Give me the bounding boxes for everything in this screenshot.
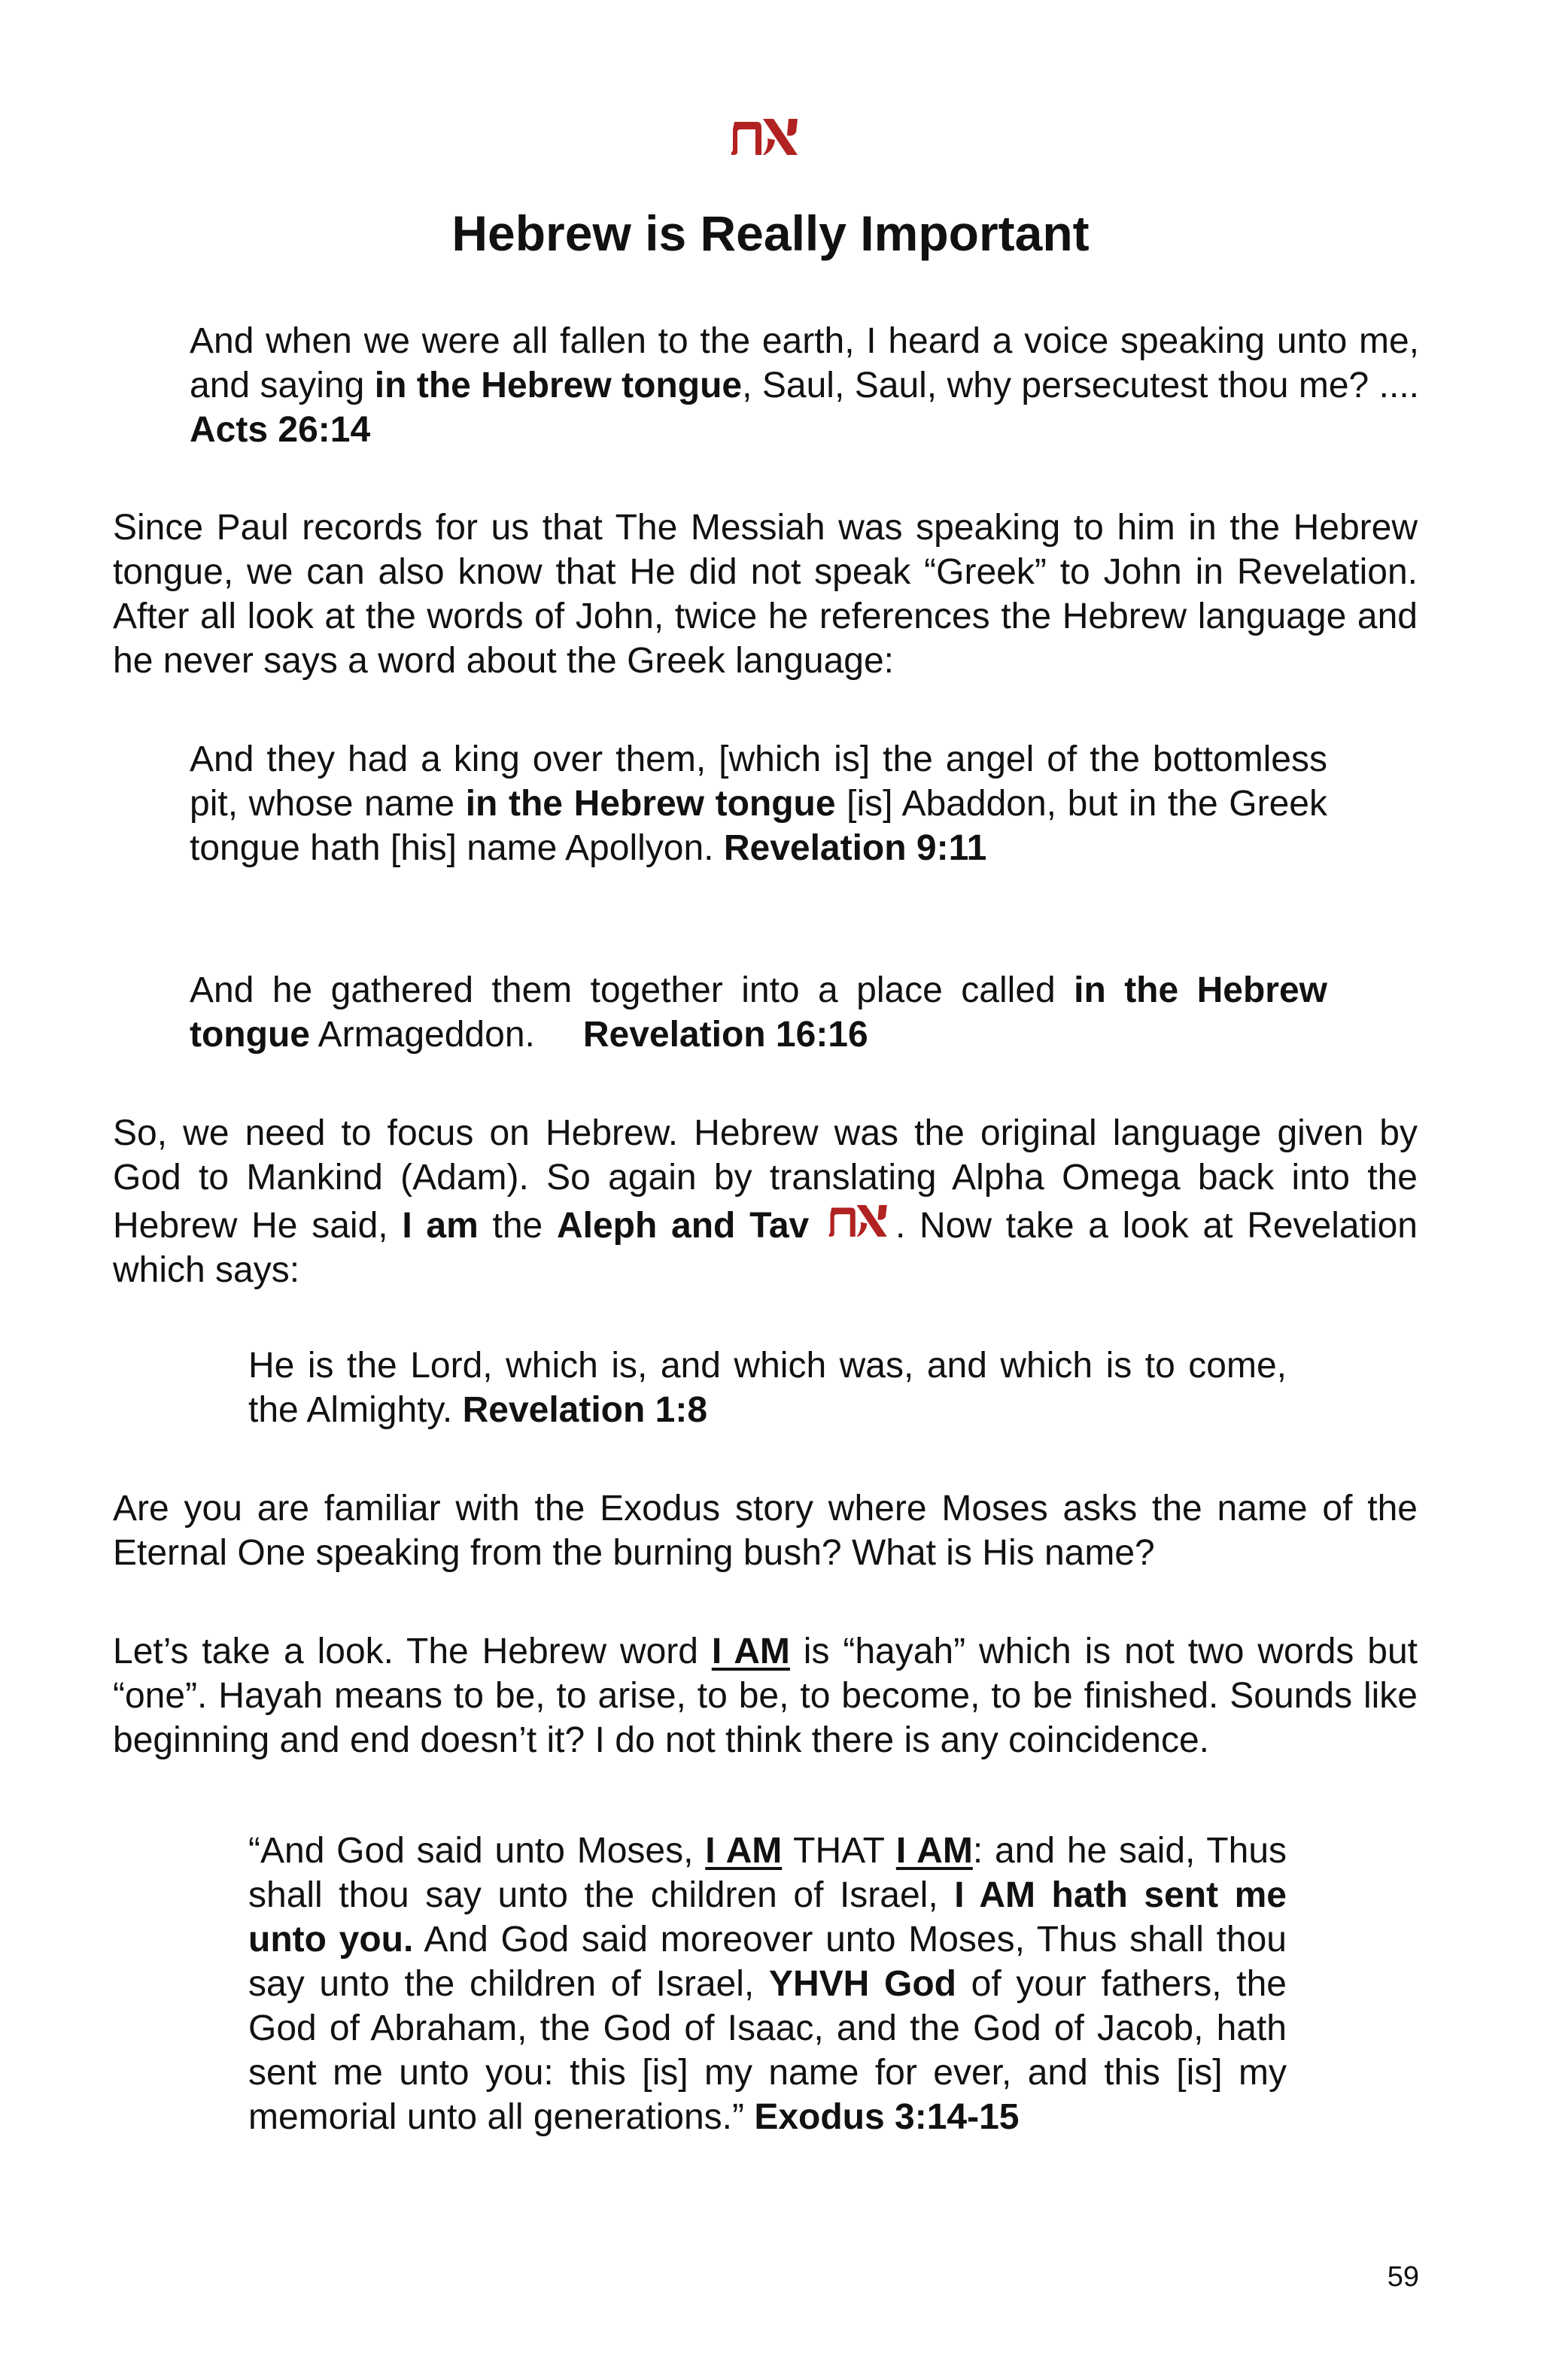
body-text: the (478, 1206, 557, 1246)
quote-emphasis: in the Hebrew tongue (190, 970, 1328, 1055)
quote-emphasis: I AM (705, 1831, 783, 1871)
quote-exodus-3-14-15 (248, 1829, 1287, 2139)
body-paragraph (113, 1111, 1418, 1292)
quote-emphasis: I AM (895, 1831, 973, 1871)
page-title: Hebrew is Really Important (451, 205, 1090, 261)
body-emphasis: I AM (711, 1632, 790, 1671)
scripture-reference: Revelation 1:8 (462, 1390, 708, 1430)
scripture-reference: Acts 26:14 (190, 410, 371, 450)
quote-text: And when we were all fallen to the earth, I heard a voice speaking unto me, and saying (190, 321, 1419, 405)
quote-text: He is the Lord, which is, and which was, and which is to come, the Almighty. (248, 1346, 1287, 1430)
quote-text: And he gathered them together into a place called (190, 970, 1074, 1010)
quote-revelation-9-11 (190, 737, 1327, 870)
body-paragraph: Since Paul records for us that The Messiah was speaking to him in the Hebrew tongue, we can also know that He did not speak “Greek” to John in Revelation. After all look at the words of John, twice he references the Hebrew language and he never says a word about the Greek language: (113, 508, 1418, 681)
scripture-reference: Revelation 16:16 (582, 1015, 868, 1055)
quote-acts-26-14 (190, 319, 1419, 452)
body-emphasis: Aleph and Tav (556, 1206, 810, 1246)
scripture-reference: Revelation 9:11 (723, 828, 987, 868)
quote-emphasis: in the Hebrew tongue (374, 366, 743, 405)
aleph-tav-inline-icon (823, 1200, 895, 1242)
body-emphasis: I am (402, 1206, 479, 1246)
quote-text: : and he said, Thus shall thou say unto the children of Israel, (248, 1831, 1287, 1915)
body-text: Let’s take a look. The Hebrew word (113, 1632, 712, 1671)
quote-text: “And God said unto Moses, (248, 1831, 706, 1871)
scripture-reference: Exodus 3:14-15 (754, 2097, 1020, 2137)
body-text: So, we need to focus on Hebrew. Hebrew was the original language given by God to Mankind (Adam). So again by translating Alpha Omega back into the Hebrew He said, (113, 1113, 1418, 1246)
quote-text: And God said moreover unto Moses, Thus shall thou say unto the children of Israel, (248, 1920, 1287, 2004)
quote-revelation-1-8 (248, 1343, 1287, 1432)
page-number: 59 (1387, 2261, 1419, 2293)
quote-emphasis: YHVH God (768, 1964, 956, 2004)
quote-text: of your fathers, the God of Abraham, the God of Isaac, and the God of Jacob, hath sent me unto you: this [is] my name for ever, and this [is] my memorial unto all generations.” (248, 1964, 1287, 2137)
body-text: . Now take a look at Revelation which says: (113, 1206, 1418, 1290)
body-paragraph (113, 1629, 1418, 1762)
quote-text: , Saul, Saul, why persecutest thou me? .... (742, 366, 1420, 405)
body-text: is “hayah” which is not two words but “one”. Hayah means to be, to arise, to be, to become, to be finished. Sounds like beginning and end doesn’t it? I do not think there is any coincidence. (113, 1632, 1418, 1760)
body-paragraph: Are you are familiar with the Exodus story where Moses asks the name of the Eternal One speaking from the burning bush? What is His name? (113, 1489, 1418, 1573)
quote-text: THAT (782, 1831, 896, 1871)
quote-revelation-16-16 (190, 968, 1327, 1057)
quote-text: Armageddon. (309, 1015, 535, 1055)
quote-emphasis: in the Hebrew tongue (465, 784, 836, 824)
quote-text: [is] Abaddon, but in the Greek tongue hath [his] name Apollyon. (190, 784, 1327, 868)
quote-emphasis: I AM hath sent me unto you. (248, 1875, 1287, 1960)
quote-text: And they had a king over them, [which is] the angel of the bottomless pit, whose name (190, 739, 1327, 824)
aleph-tav-logo-icon (728, 113, 804, 161)
